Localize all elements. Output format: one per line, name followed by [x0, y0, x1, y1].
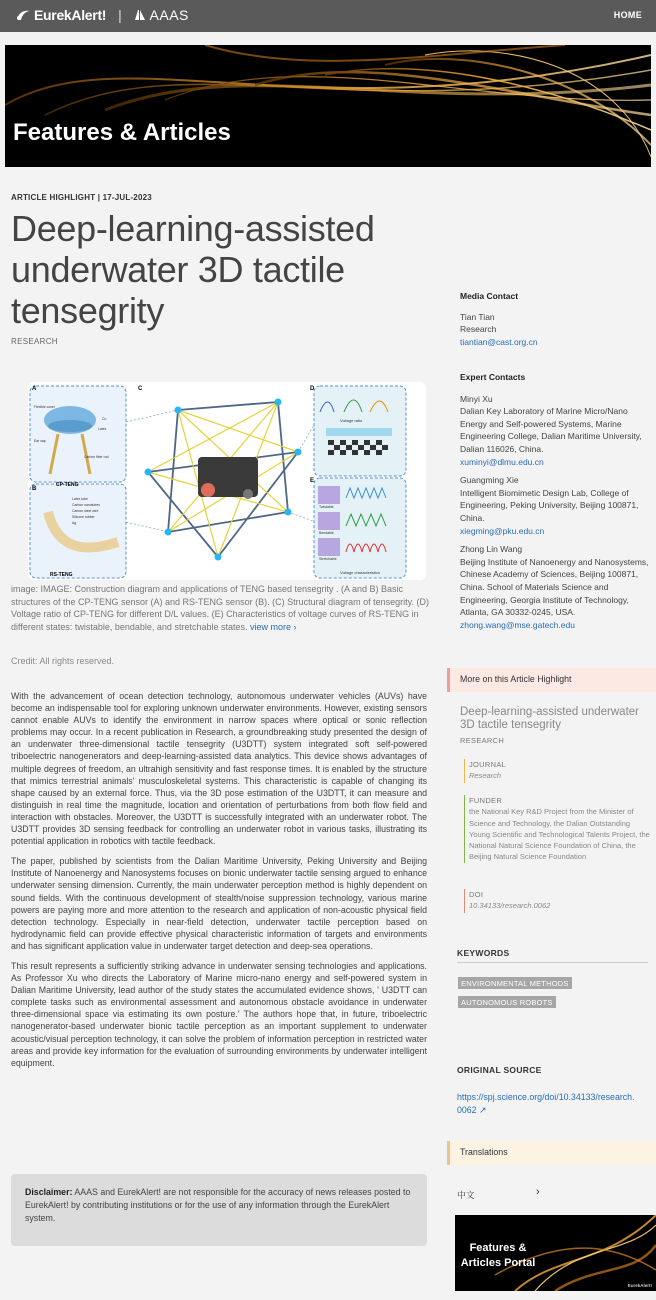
keyword-tag[interactable]: AUTONOMOUS ROBOTS — [458, 996, 556, 1008]
expert-contact — [460, 393, 650, 469]
doi-info — [464, 889, 550, 913]
more-article-title[interactable]: Deep-learning-assisted underwater 3D tactile tensegrity — [460, 706, 639, 731]
legend-b-carbon-nanotubes: Carbon nanotubes — [72, 503, 100, 507]
more-article-category: RESEARCH — [460, 736, 505, 745]
features-banner — [5, 45, 651, 167]
media-contact — [460, 290, 650, 348]
banner-light-streaks — [5, 45, 651, 167]
funder-info — [464, 795, 650, 863]
cp-teng-label: CP-TENG — [56, 482, 79, 488]
body-paragraph: With the advancement of ocean detection technology, autonomous underwater vehicles (AUVs) have become an indispensable tool for exploring unknown underwater environments. However, existing sensors cannot enable AUVs to identify the environment in narrow spaces where optical or sonic reflection problems may occur. In a recent publication in Research, a groundbreaking study presented the design of an underwater three-dimensional tactile tensegrity (U3DTT) system integrated soft self-powered triboelectric nanogenerators and deep-learning-assisted data analytics. This device shows advantages of multiple degrees of freedom, an ultrahigh sensitivity and fast response times. It is enabled by the structure that mimics terrestrial animals' musculoskeletal systems. This characteristic is capable of changing its shape caused by an external force. Thus, via the 3D pose estimation of the U3DTT, it can measure and distinguish in real time the magnitude, location and orientation of perturbations from both flow field and interaction with obstacles. Moreover, the U3DTT is successfully integrated with an underwater robot. The U3DTT provides 3D sensing feedback for controlling an underwater robot in various tasks, illustrating its potential application in robotics with tactile feedback. — [11, 691, 427, 847]
expert-name: Zhong Lin Wang — [460, 544, 523, 555]
chevron-right-icon[interactable]: › — [536, 1186, 540, 1198]
top-bar — [0, 0, 656, 32]
more-on-article-heading: More on this Article Highlight — [447, 668, 656, 692]
media-contact-email[interactable]: tiantian@cast.org.cn — [460, 336, 538, 347]
aaas-name: AAAS — [149, 7, 189, 23]
article-body — [11, 690, 427, 1077]
brand-logo[interactable] — [16, 7, 189, 23]
translations-heading: Translations — [447, 1141, 656, 1165]
expert-name: Guangming Xie — [460, 475, 519, 486]
media-contact-name: Tian Tian — [460, 311, 495, 322]
view-more-link[interactable]: view more › — [250, 621, 297, 632]
legend-a-ear-cap: Ear cap — [34, 439, 46, 443]
panel-a-label: A — [32, 386, 37, 392]
media-contact-org: Research — [460, 324, 497, 335]
media-contact-heading: Media Contact — [460, 291, 519, 301]
keywords-divider — [457, 962, 648, 963]
legend-a-cu: Cu — [102, 417, 107, 421]
expert-contacts — [460, 371, 650, 631]
legend-b-carbon-steel: Carbon steel wire — [72, 509, 99, 513]
panel-d-label: D — [310, 386, 315, 392]
doi-value[interactable]: 10.34133/research.0062 — [469, 901, 551, 911]
translation-language-link[interactable]: 中文 — [457, 1190, 475, 1200]
original-source-url[interactable]: https://spj.science.org/doi/10.34133/research.0062 — [457, 1092, 635, 1115]
disclaimer-text: AAAS and EurekAlert! are not responsible for the accuracy of news releases posted to EurekAlert! by contributing institutions or for the use of any information through the EurekAlert system. — [25, 1187, 411, 1223]
keyword-tag[interactable]: ENVIRONMENTAL METHODS — [458, 977, 572, 989]
teng-diagram — [28, 382, 426, 580]
article-title: Deep-learning-assisted underwater 3D tactile tensegrity — [11, 208, 375, 331]
features-portal-promo[interactable] — [455, 1215, 656, 1291]
disclaimer-box — [11, 1174, 427, 1246]
legend-b-latex-tube: Latex tube — [72, 497, 88, 501]
journal-info — [464, 759, 506, 783]
banner-title: Features & Articles — [13, 119, 231, 146]
voltage-ratio-label: Voltage ratio — [340, 418, 363, 423]
expert-contacts-heading: Expert Contacts — [460, 372, 526, 382]
legend-a-carbon-rod: Carbon fiber rod — [84, 455, 109, 459]
disclaimer-label: Disclaimer: — [25, 1187, 73, 1197]
funder-value: the National Key R&D Project from the Minister of Science and Technology, the Dalian Outstanding Young Scientific and Technological Talents Project, the National Natural Science Foundation of China, the Beijing Natural Science Foundation — [469, 807, 650, 862]
expert-email[interactable]: xuminyi@dlmu.edu.cn — [460, 456, 544, 467]
doi-label: DOI — [469, 890, 484, 899]
expert-name: Minyi Xu — [460, 393, 493, 404]
expert-contact — [460, 543, 650, 631]
legend-b-ag: Ag — [72, 521, 77, 525]
original-source-heading: ORIGINAL SOURCE — [457, 1065, 542, 1075]
article-meta: ARTICLE HIGHLIGHT | 17-JUL-2023 — [11, 193, 152, 202]
aaas-logo[interactable] — [134, 7, 189, 23]
expert-affiliation: Beijing Institute of Nanoenergy and Nanosystems, Chinese Academy of Sciences, Beijing 100871, China. School of Materials Science and Engineering, Georgia Institute of Technology, Atlanta, GA 30332-0245, USA. — [460, 556, 649, 618]
figure-caption — [11, 583, 431, 633]
article-category: RESEARCH — [11, 337, 58, 346]
journal-label: JOURNAL — [469, 760, 507, 769]
figure-credit: Credit: All rights reserved. — [11, 656, 115, 666]
voltage-characteristics-label: Voltage characteristics — [340, 570, 381, 575]
original-source-link[interactable] — [457, 1091, 637, 1117]
caption-text: image: IMAGE: Construction diagram and applications of TENG based tensegrity . (A and B) Basic structures of the CP-TENG sensor (A) and RS-TENG sensor (B). (C) Structural diagram of tensegrity. (D) Voltage ratio of CP-TENG for different D/L values. (E) Characteristics of voltage curves of RS-TENG in different states: twistable, bendable, and stretchable states. — [11, 584, 429, 632]
panel-c-label: C — [138, 386, 143, 392]
expert-affiliation: Dalian Key Laboratory of Marine Micro/Nano Energy and Self-powered Systems, Marine Engineering College, Dalian Maritime University, Dalian 116026, China. — [460, 406, 642, 454]
body-paragraph: The paper, published by scientists from the Dalian Maritime University, Peking University and Beijing Institute of Nanoenergy and Nanosystems focuses on bionic underwater tactile sensing argued to enhance underwater sensing dimension. Currently, the main underwater perception method is highly dependent on sound fields. With the continuous development of stealth/noise suppression technology, various marine powers are paying more and more attention to the research and application of non-acoustic physical field detection technology. Especially in near-field detection, underwater tactile perception based on hydrodynamic field can provide effective physical characteristic information of targets and environments and has significant application value in underwater target detection and deep-sea operations. — [11, 856, 427, 951]
rs-teng-label: RS-TENG — [50, 572, 73, 578]
legend-a-flexible-cover: Flexible cover — [34, 405, 55, 409]
brand-name: EurekAlert! — [34, 7, 107, 23]
portal-brand-mark: EurekAlert! — [627, 1283, 652, 1288]
legend-b-silicone: Silicone rubber — [72, 515, 95, 519]
expert-affiliation: Intelligent Biomimetic Design Lab, College of Engineering, Peking University, Beijing 100871, China. — [460, 487, 639, 523]
portal-title: Features & Articles Portal — [460, 1242, 536, 1269]
aaas-mark-icon — [134, 9, 146, 21]
state-stretchable: Stretchable — [319, 557, 337, 561]
journal-value: Research — [469, 771, 502, 781]
panel-b-label: B — [32, 486, 37, 492]
legend-a-latex: Latex — [98, 427, 107, 431]
keywords-heading: KEYWORDS — [457, 948, 510, 958]
state-twistable: Twistable — [319, 505, 334, 509]
funder-label: FUNDER — [469, 796, 503, 805]
expert-contact — [460, 474, 650, 537]
brand-separator: | — [118, 7, 122, 23]
eurekalert-logo-icon — [16, 9, 30, 21]
panel-e-label: E — [310, 478, 315, 484]
expert-email[interactable]: xiegming@pku.edu.cn — [460, 525, 545, 536]
article-figure[interactable] — [28, 382, 426, 580]
expert-email[interactable]: zhong.wang@mse.gatech.edu — [460, 619, 575, 630]
body-paragraph: This result represents a sufficiently striking advance in underwater sensing technologies and applications. As Professor Xu who directs the Laboratory of Marine micro-nano energy and self-powered system in Dalian Maritime University, lead author of the study states the accumulated evidence shows, ' U3DTT can complete tasks such as environmental assessment and autonomous obstacle avoidance in underwater three-dimensional space via estimating its own posture.' The authors hope that, in future, triboelectric nanogenerator-based underwater bionic tactile perception as an important supplement to underwater acoustic/visual perception technology, it can solve the problem of information perception in restricted water areas and provide key information for the evaluation of surrounding environments by underwater intelligent equipment. — [11, 960, 427, 1068]
state-bendable: Bendable — [319, 531, 334, 535]
external-link-icon: ↗ — [479, 1105, 487, 1115]
home-nav-link[interactable]: HOME — [613, 10, 642, 20]
